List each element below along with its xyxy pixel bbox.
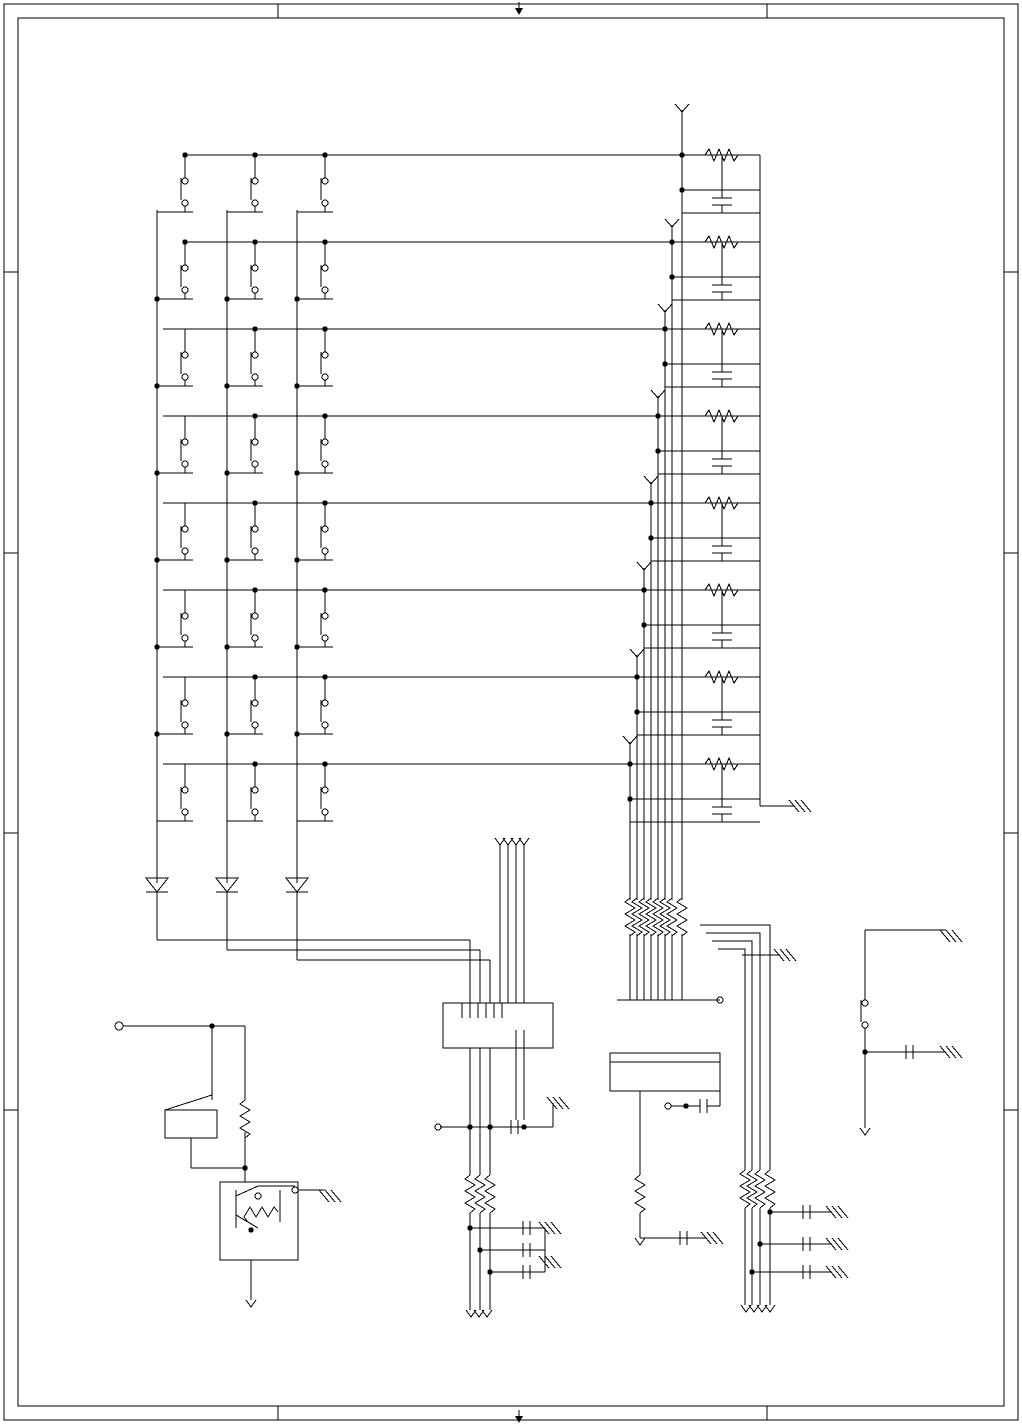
right-routing-bundle	[700, 925, 796, 1170]
signal-bus	[623, 104, 689, 900]
input-network-left	[115, 1022, 341, 1307]
rc-network-column	[630, 149, 811, 822]
ic-block-middle	[610, 1053, 723, 1245]
sheet-border	[4, 2, 1018, 1423]
switch-matrix	[155, 153, 760, 883]
decoupling-group-bottom-right	[740, 1170, 848, 1312]
resistor-pack	[617, 898, 723, 1003]
ic-connector-top	[435, 838, 569, 1175]
diode-row	[146, 878, 490, 1003]
decoupling-group-bottom-left	[465, 1175, 561, 1317]
right-switch-block	[860, 930, 962, 1135]
